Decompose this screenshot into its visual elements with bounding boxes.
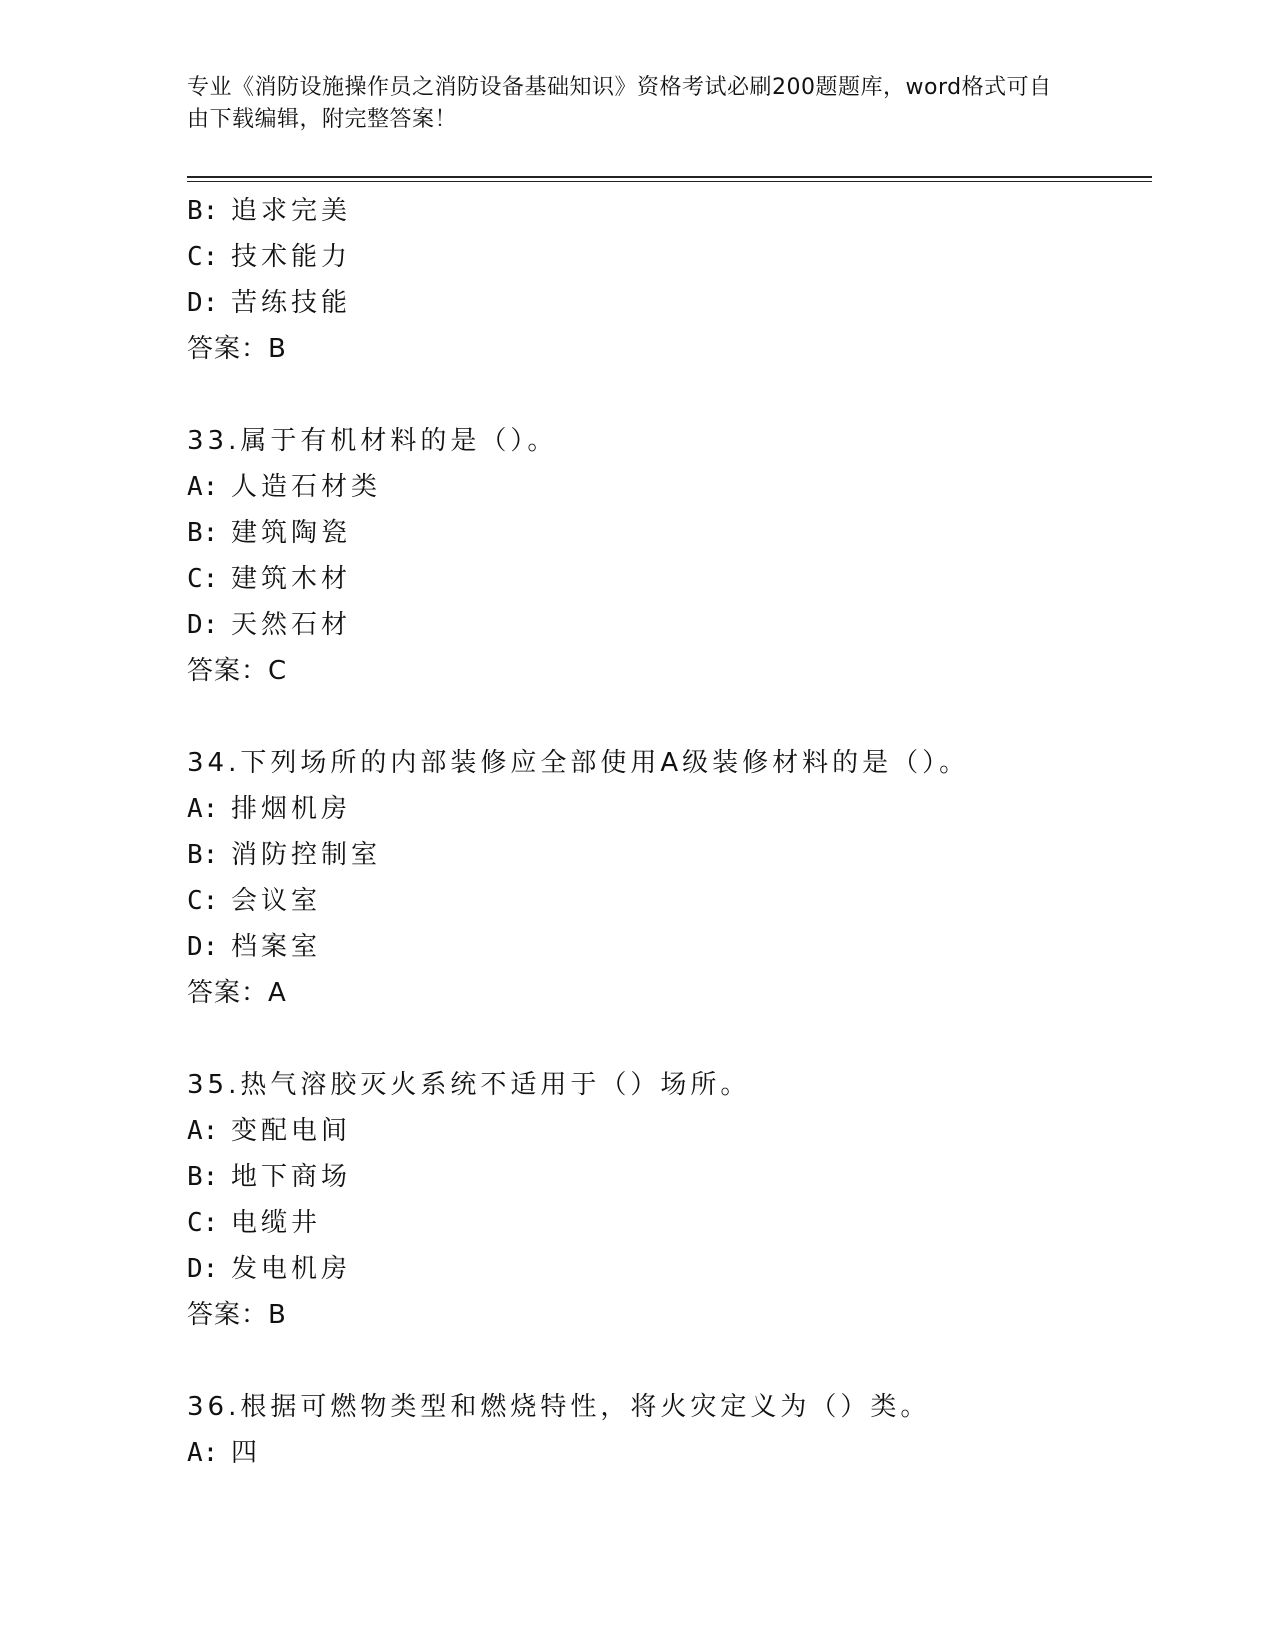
option-letter: A: xyxy=(187,472,219,502)
document-header xyxy=(187,72,1067,136)
option-text: 技术能力 xyxy=(231,242,352,272)
answer-line: 答案：A xyxy=(187,978,287,1008)
option-text: 追求完美 xyxy=(231,196,352,226)
option-d xyxy=(187,280,1152,326)
option-text: 建筑木材 xyxy=(231,564,352,594)
question-stem: 34.下列场所的内部装修应全部使用A级装修材料的是（）。 xyxy=(187,748,970,778)
option-letter: B: xyxy=(187,196,219,226)
option-text: 档案室 xyxy=(231,932,322,962)
option-b xyxy=(187,188,1152,234)
option-letter: B: xyxy=(187,1162,219,1192)
question-34 xyxy=(187,740,1152,1016)
option-letter: A: xyxy=(187,1438,219,1468)
option-text: 四 xyxy=(231,1438,262,1468)
option-text: 建筑陶瓷 xyxy=(231,518,352,548)
option-letter: D: xyxy=(187,1254,219,1284)
option-text: 电缆井 xyxy=(231,1208,322,1238)
option-d xyxy=(187,1246,1152,1292)
question-stem: 36.根据可燃物类型和燃烧特性，将火灾定义为（）类。 xyxy=(187,1392,931,1422)
question-36 xyxy=(187,1384,1152,1476)
option-text: 发电机房 xyxy=(231,1254,352,1284)
option-d xyxy=(187,602,1152,648)
option-letter: B: xyxy=(187,518,219,548)
question-stem: 35.热气溶胶灭火系统不适用于（）场所。 xyxy=(187,1070,751,1100)
option-text: 人造石材类 xyxy=(231,472,382,502)
option-text: 地下商场 xyxy=(231,1162,352,1192)
answer-line: 答案：B xyxy=(187,334,287,364)
option-text: 变配电间 xyxy=(231,1116,352,1146)
question-partial xyxy=(187,188,1152,372)
option-b xyxy=(187,1154,1152,1200)
option-a xyxy=(187,786,1152,832)
option-text: 消防控制室 xyxy=(231,840,382,870)
option-a xyxy=(187,1108,1152,1154)
option-letter: C: xyxy=(187,1208,219,1238)
option-letter: D: xyxy=(187,288,219,318)
header-divider-thin xyxy=(187,181,1152,182)
option-letter: B: xyxy=(187,840,219,870)
option-c xyxy=(187,556,1152,602)
answer-line: 答案：B xyxy=(187,1300,287,1330)
option-text: 苦练技能 xyxy=(231,288,352,318)
option-letter: C: xyxy=(187,564,219,594)
option-a xyxy=(187,1430,1152,1476)
option-c xyxy=(187,878,1152,924)
option-c xyxy=(187,1200,1152,1246)
question-35 xyxy=(187,1062,1152,1338)
option-letter: A: xyxy=(187,794,219,824)
header-divider xyxy=(187,176,1152,178)
answer-line: 答案：C xyxy=(187,656,288,686)
option-a xyxy=(187,464,1152,510)
option-c xyxy=(187,234,1152,280)
option-letter: A: xyxy=(187,1116,219,1146)
option-letter: D: xyxy=(187,932,219,962)
option-text: 排烟机房 xyxy=(231,794,352,824)
question-stem: 33.属于有机材料的是（）。 xyxy=(187,426,558,456)
option-b xyxy=(187,510,1152,556)
option-d xyxy=(187,924,1152,970)
option-b xyxy=(187,832,1152,878)
option-letter: D: xyxy=(187,610,219,640)
question-33 xyxy=(187,418,1152,694)
option-letter: C: xyxy=(187,242,219,272)
option-text: 会议室 xyxy=(231,886,322,916)
option-letter: C: xyxy=(187,886,219,916)
option-text: 天然石材 xyxy=(231,610,352,640)
question-list xyxy=(187,188,1152,1476)
header-title: 专业《消防设施操作员之消防设备基础知识》资格考试必刷200题题库，word格式可自由下载编辑，附完整答案！ xyxy=(187,75,1052,132)
